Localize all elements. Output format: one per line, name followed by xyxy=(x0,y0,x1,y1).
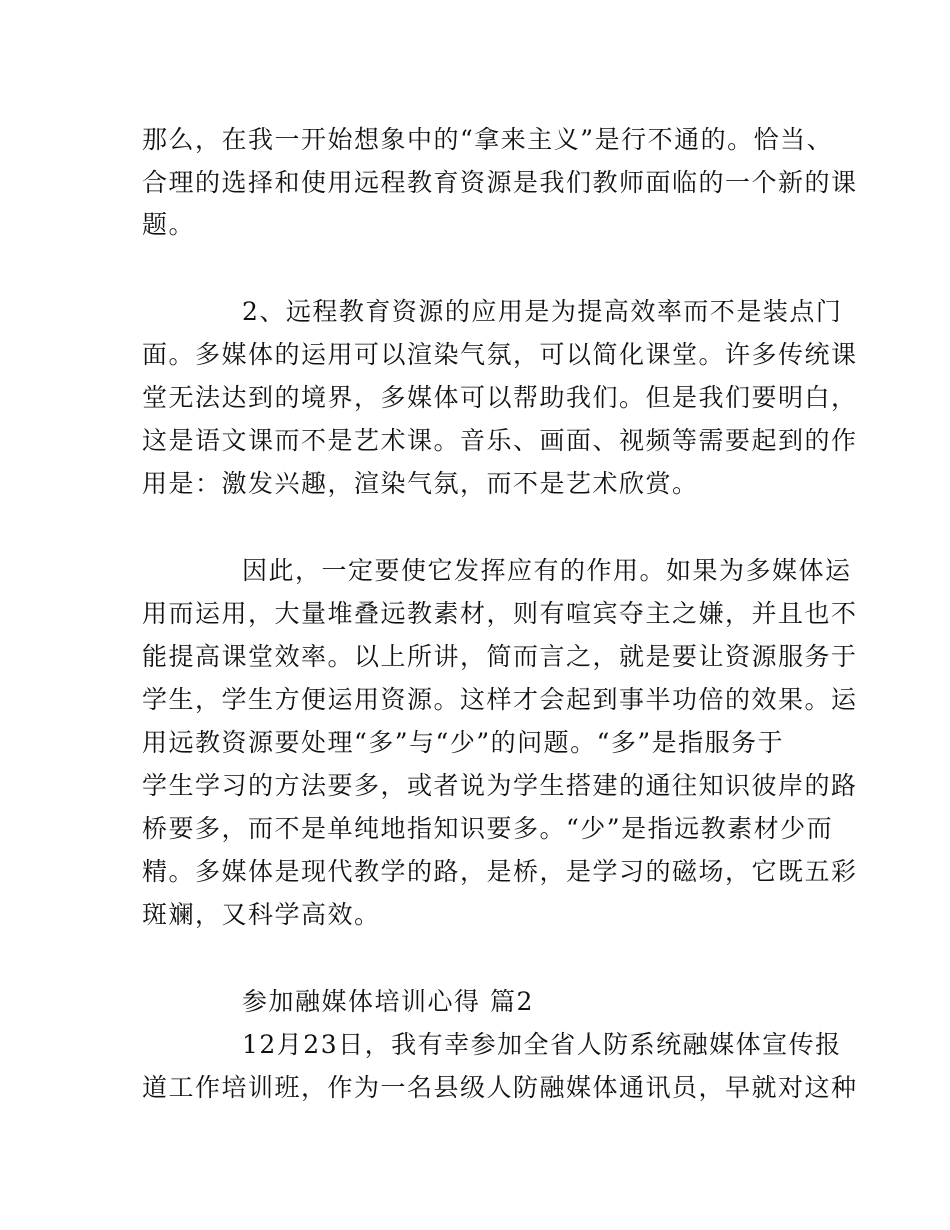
paragraph-line: 那么，在我一开始想象中的“拿来主义”是行不通的。恰当、 xyxy=(142,125,834,154)
paragraph-line: 用而运用，大量堆叠远教素材，则有喧宾夺主之嫌，并且也不 xyxy=(142,599,858,628)
paragraph-line: 道工作培训班，作为一名县级人防融媒体通讯员，早就对这种 xyxy=(142,1073,858,1102)
paragraph-line: 堂无法达到的境界，多媒体可以帮助我们。但是我们要明白， xyxy=(142,383,858,412)
paragraph-line: 桥要多，而不是单纯地指知识要多。“少”是指远教素材少而 xyxy=(142,814,834,843)
paragraph-line: 合理的选择和使用远程教育资源是我们教师面临的一个新的课 xyxy=(142,168,858,197)
paragraph-line: 12月23日，我有幸参加全省人防系统融媒体宣传报 xyxy=(242,1030,842,1059)
paragraph-line: 学生学习的方法要多，或者说为学生搭建的通往知识彼岸的路 xyxy=(142,771,858,800)
paragraph-line: 2、远程教育资源的应用是为提高效率而不是装点门 xyxy=(242,297,843,326)
paragraph-line: 这是语文课而不是艺术课。音乐、画面、视频等需要起到的作 xyxy=(142,426,858,455)
paragraph-line: 精。多媒体是现代教学的路，是桥，是学习的磁场，它既五彩 xyxy=(142,857,858,886)
paragraph-line: 学生，学生方便运用资源。这样才会起到事半功倍的效果。运 xyxy=(142,685,858,714)
paragraph-line: 题。 xyxy=(142,210,196,239)
paragraph-line: 面。多媒体的运用可以渲染气氛，可以简化课堂。许多传统课 xyxy=(142,340,858,369)
section-heading: 参加融媒体培训心得 篇2 xyxy=(242,987,534,1016)
paragraph-line: 能提高课堂效率。以上所讲，简而言之，就是要让资源服务于 xyxy=(142,642,858,671)
paragraph-line: 用远教资源要处理“多”与“少”的问题。“多”是指服务于 xyxy=(142,728,785,757)
paragraph-line: 斑斓，又科学高效。 xyxy=(142,900,381,929)
paragraph-line: 因此，一定要使它发挥应有的作用。如果为多媒体运 xyxy=(242,556,852,585)
paragraph-line: 用是：激发兴趣，渲染气氛，而不是艺术欣赏。 xyxy=(142,469,699,498)
